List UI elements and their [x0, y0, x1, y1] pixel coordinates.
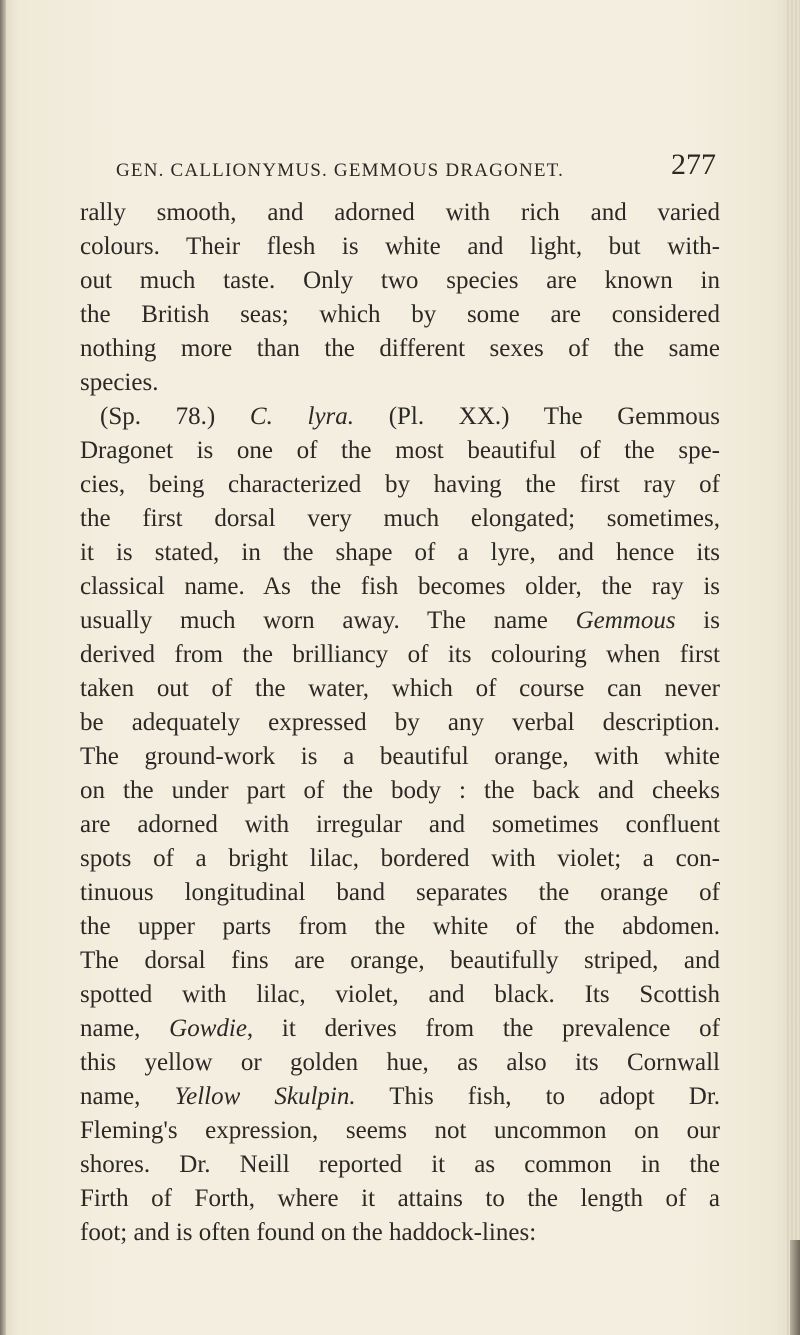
text-span: foot; and is often found on the haddock-lines:: [80, 1219, 537, 1246]
text-span: The dorsal fins are orange, beautifully striped, and: [80, 947, 720, 974]
text-span: colours. Their flesh is white and light, but with-: [80, 233, 720, 260]
text-span: name,: [80, 1083, 175, 1110]
text-line: [80, 400, 720, 434]
text-span: usually much worn away. The name: [80, 607, 576, 634]
text-line: [80, 366, 720, 400]
text-span: This fish, to adopt Dr.: [355, 1083, 721, 1110]
text-span: tinuous longitudinal band separates the orange of: [80, 879, 720, 906]
text-span: nothing more than the different sexes of the same: [80, 335, 720, 362]
text-line: [80, 1114, 720, 1148]
page-number: 277: [671, 148, 716, 181]
text-span: cies, being characterized by having the first ray of: [80, 471, 720, 498]
text-line: [80, 808, 720, 842]
text-span: be adequately expressed by any verbal description.: [80, 709, 720, 736]
text-line: [80, 502, 720, 536]
text-line: [80, 536, 720, 570]
italic-text: C. lyra.: [249, 403, 355, 430]
text-line: [80, 230, 720, 264]
text-span: classical name. As the fish becomes older, the ray is: [80, 573, 720, 600]
text-span: this yellow or golden hue, as also its Cornwall: [80, 1049, 720, 1076]
text-line: [80, 1012, 720, 1046]
text-line: [80, 944, 720, 978]
text-span: the first dorsal very much elongated; sometimes,: [80, 505, 720, 532]
text-line: [80, 876, 720, 910]
text-span: shores. Dr. Neill reported it as common in the: [80, 1151, 720, 1178]
text-span: the British seas; which by some are considered: [80, 301, 720, 328]
text-span: spots of a bright lilac, bordered with violet; a con-: [80, 845, 720, 872]
text-span: species.: [80, 369, 159, 396]
text-line: [80, 434, 720, 468]
text-line: [80, 1148, 720, 1182]
text-span: out much taste. Only two species are known in: [80, 267, 720, 294]
text-line: [80, 672, 720, 706]
text-span: name,: [80, 1015, 170, 1042]
text-span: Firth of Forth, where it attains to the length of a: [80, 1185, 720, 1212]
body-text: [80, 196, 720, 1250]
text-line: [80, 604, 720, 638]
page-edge-shadow: [790, 1240, 800, 1335]
text-line: [80, 468, 720, 502]
text-line: [80, 264, 720, 298]
text-span: are adorned with irregular and sometimes confluent: [80, 811, 720, 838]
text-line: [80, 1182, 720, 1216]
text-line: [80, 196, 720, 230]
italic-text: Yellow Skulpin.: [174, 1083, 356, 1110]
text-span: on the under part of the body : the back and cheeks: [80, 777, 720, 804]
text-line: [80, 332, 720, 366]
text-span: derived from the brilliancy of its colouring when first: [80, 641, 720, 668]
text-span: Dragonet is one of the most beautiful of the spe-: [80, 437, 720, 464]
text-line: [80, 1046, 720, 1080]
text-line: [80, 638, 720, 672]
text-line: [80, 842, 720, 876]
text-span: is: [675, 607, 720, 634]
italic-text: Gowdie: [169, 1015, 247, 1042]
text-line: [80, 706, 720, 740]
text-span: The ground-work is a beautiful orange, with white: [80, 743, 720, 770]
text-line: [80, 298, 720, 332]
text-span: , it derives from the prevalence of: [246, 1015, 720, 1042]
text-line: [80, 910, 720, 944]
text-span: rally smooth, and adorned with rich and varied: [80, 199, 720, 226]
page-gutter-shadow: [0, 0, 6, 1335]
running-head: GEN. CALLIONYMUS. GEMMOUS DRAGONET.: [116, 160, 565, 181]
page-header: [116, 148, 716, 188]
text-line: [80, 1216, 720, 1250]
text-span: the upper parts from the white of the abdomen.: [80, 913, 720, 940]
text-line: [80, 1080, 720, 1114]
text-span: (Sp. 78.): [100, 403, 250, 430]
text-span: spotted with lilac, violet, and black. Its Scottish: [80, 981, 720, 1008]
text-span: Fleming's expression, seems not uncommon on our: [80, 1117, 720, 1144]
text-line: [80, 570, 720, 604]
page-edge-stack: [786, 0, 800, 1335]
italic-text: Gemmous: [575, 607, 676, 634]
text-span: (Pl. XX.) The Gemmous: [354, 403, 721, 430]
text-line: [80, 774, 720, 808]
text-span: taken out of the water, which of course can never: [80, 675, 720, 702]
text-line: [80, 740, 720, 774]
text-span: it is stated, in the shape of a lyre, and hence its: [80, 539, 720, 566]
text-line: [80, 978, 720, 1012]
